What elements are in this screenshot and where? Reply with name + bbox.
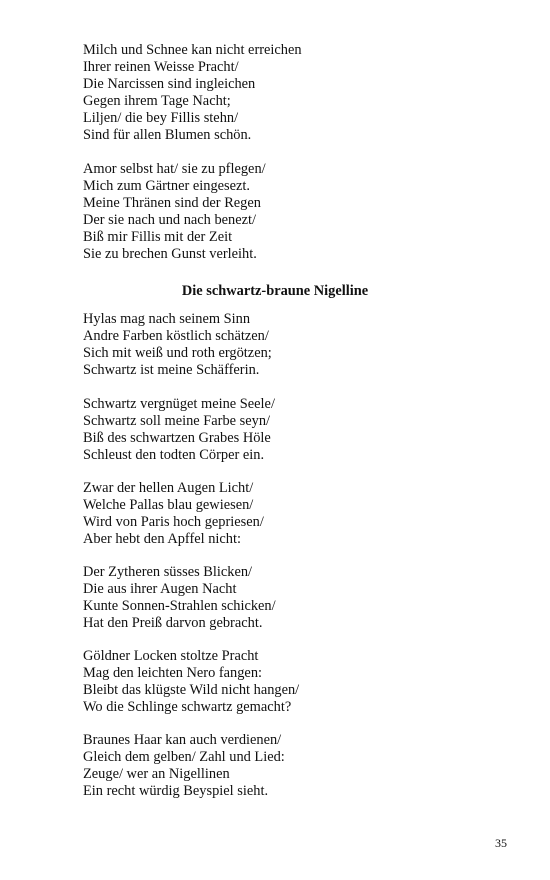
verse-line: Zwar der hellen Augen Licht/ [83,480,254,496]
verse-line: Braunes Haar kan auch verdienen/ [83,732,282,748]
page-number: 35 [495,836,507,850]
verse-line: Der Zytheren süsses Blicken/ [83,564,253,580]
verse-line: Biß mir Fillis mit der Zeit [83,229,233,245]
verse-line: Biß des schwartzen Grabes Höle [83,430,271,446]
stanza [83,480,264,548]
verse-line: Der sie nach und nach benezt/ [83,212,257,228]
stanza [83,648,299,716]
verse-line: Mich zum Gärtner eingesezt. [83,178,251,194]
verse-line: Die Narcissen sind ingleichen [83,76,256,92]
verse-line: Sich mit weiß und roth ergötzen; [83,345,272,361]
verse-line: Liljen/ die bey Fillis stehn/ [83,110,239,126]
verse-line: Sie zu brechen Gunst verleiht. [83,246,257,262]
verse-line: Meine Thränen sind der Regen [83,195,261,211]
verse-line: Göldner Locken stoltze Pracht [83,648,259,664]
verse-line: Aber hebt den Apffel nicht: [83,531,241,547]
stanza [83,564,276,632]
verse-line: Wo die Schlinge schwartz gemacht? [83,699,292,715]
stanza [83,42,302,144]
verse-line: Ihrer reinen Weisse Pracht/ [83,59,239,75]
verse-line: Kunte Sonnen-Strahlen schicken/ [83,598,276,614]
stanza [83,396,275,464]
verse-line: Zeuge/ wer an Nigellinen [83,766,230,782]
verse-line: Ein recht würdig Beyspiel sieht. [83,783,269,799]
verse-line: Hat den Preiß darvon gebracht. [83,615,263,631]
verse-line: Welche Pallas blau gewiesen/ [83,497,254,513]
verse-line: Schwartz soll meine Farbe seyn/ [83,413,271,429]
verse-line: Gleich dem gelben/ Zahl und Lied: [83,749,285,765]
stanza [83,732,285,800]
verse-line: Schleust den todten Cörper ein. [83,447,265,463]
verse-line: Sind für allen Blumen schön. [83,127,252,143]
verse-line: Mag den leichten Nero fangen: [83,665,263,681]
verse-line: Wird von Paris hoch gepriesen/ [83,514,264,530]
verse-line: Andre Farben köstlich schätzen/ [83,328,269,344]
verse-line: Hylas mag nach seinem Sinn [83,311,251,327]
poem-title: Die schwartz-braune Nigelline [181,283,369,299]
verse-line: Schwartz ist meine Schäfferin. [83,362,260,378]
verse-line: Bleibt das klügste Wild nicht hangen/ [83,682,300,698]
verse-line: Amor selbst hat/ sie zu pflegen/ [83,161,266,177]
verse-line: Die aus ihrer Augen Nacht [83,581,237,597]
stanza [83,311,272,379]
verse-line: Milch und Schnee kan nicht erreichen [83,42,302,58]
verse-line: Schwartz vergnüget meine Seele/ [83,396,275,412]
stanza [83,161,266,263]
verse-line: Gegen ihrem Tage Nacht; [83,93,231,109]
